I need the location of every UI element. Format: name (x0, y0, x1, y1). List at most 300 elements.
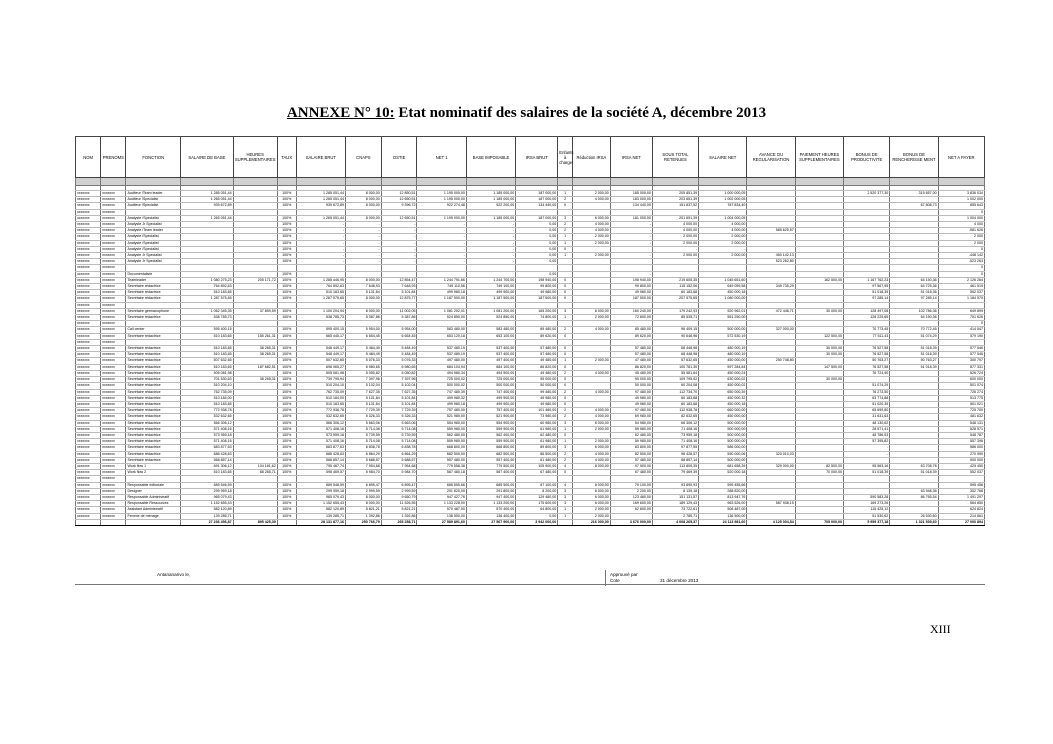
table-cell: 100% (277, 253, 296, 259)
table-cell: 8 000,00 (346, 296, 382, 302)
table-cell: Documentaliste (126, 271, 181, 277)
table-cell: - (296, 234, 345, 240)
table-cell: - (417, 253, 466, 259)
table-cell: 450 142,13 (747, 253, 795, 259)
table-cell: 510 183,65 (181, 401, 234, 407)
table-cell: 5 101,84 (346, 401, 382, 407)
table-cell: 28 571,41 (844, 426, 890, 432)
table-cell: 60 183,68 (652, 401, 698, 407)
table-cell: xxxxxxx (101, 333, 126, 339)
table-cell: 1 000 000,05 (699, 191, 747, 197)
table-cell: 595 455,66 (699, 482, 747, 488)
table-cell: 414 547 (938, 327, 984, 333)
table-cell: 685 555,66 (417, 482, 466, 488)
total-cell: 28 131 877,16 (296, 519, 345, 525)
table-cell: 86 500,00 (516, 451, 558, 457)
table-cell: 507 632,65 (181, 358, 234, 364)
table-cell: 779 558,38 (417, 463, 466, 469)
table-cell: Analyste /Specialist (126, 246, 181, 252)
table-cell: 1 (558, 358, 573, 364)
total-cell (558, 519, 573, 525)
table-cell: 4 000,00 (572, 327, 610, 333)
table-cell: 100% (277, 277, 296, 283)
table-cell: xxxxxxx (101, 370, 126, 376)
table-cell: 8 200,00 (516, 488, 558, 494)
separator-cell (346, 178, 382, 186)
table-cell: xxxxxxx (101, 507, 126, 513)
table-cell: 7 397,96 (381, 377, 417, 383)
table-cell: xxxxxxx (76, 191, 101, 197)
table-cell: 82 632,65 (652, 414, 698, 420)
table-cell: xxxxxxx (101, 327, 126, 333)
table-cell: - (417, 246, 466, 252)
table-cell: 7 648,93 (346, 284, 382, 290)
table-cell: 772 938,78 (181, 408, 234, 414)
table-cell: 100% (277, 346, 296, 352)
table-cell: 100% (277, 414, 296, 420)
table-cell: xxxxxxx (76, 414, 101, 420)
table-cell: 60 980,00 (516, 420, 558, 426)
table-cell: 2 000,00 (572, 507, 610, 513)
table-cell: 1 265 051,44 (181, 197, 234, 203)
table-cell: 2 000,00 (699, 253, 747, 259)
table-cell: 5 714,08 (381, 439, 417, 445)
table-cell: xxxxxxx (76, 501, 101, 507)
table-cell: - (417, 240, 466, 246)
table-cell: 5 101,84 (381, 395, 417, 401)
table-cell: 521 980,00 (417, 414, 466, 420)
table-cell: - (699, 246, 747, 252)
table-cell: 162 500,00 (795, 277, 843, 283)
table-cell: Auditeur /Specialist (126, 203, 181, 209)
table-cell: 100% (277, 507, 296, 513)
table-cell: 49 980,00 (516, 401, 558, 407)
table-cell: 689 546,59 (296, 482, 345, 488)
table-cell: 179 242,93 (652, 308, 698, 314)
table-cell: Secrétaire rédactrice (126, 395, 181, 401)
table-cell: 450 000,24 (699, 370, 747, 376)
table-cell: 649 059,58 (699, 284, 747, 290)
table-cell: 4 000,00 (572, 451, 610, 457)
table-cell: 587 938,15 (747, 501, 795, 507)
table-cell: 51 018,36 (890, 290, 938, 296)
table-cell: 2 000,00 (652, 234, 698, 240)
table-cell: 572 530,19 (699, 333, 747, 339)
table-cell: 494 900,00 (466, 370, 515, 376)
table-cell: 100% (277, 197, 296, 203)
table-cell: 155 261,31 (233, 333, 277, 339)
table-cell: 725 000,00 (466, 377, 515, 383)
table-cell: 175 600,00 (516, 501, 558, 507)
table-cell: 7 627,35 (381, 389, 417, 395)
table-cell: 947 400,00 (466, 494, 515, 500)
table-cell: 95 000,00 (610, 377, 652, 383)
total-cell: 1 321 539,60 (890, 519, 938, 525)
table-cell: 76 273,50 (844, 389, 890, 395)
table-cell: 57 480,00 (610, 457, 652, 463)
table-cell: 134 440,00 (610, 203, 652, 209)
table-cell: 571 408,16 (296, 426, 345, 432)
table-cell: 74 800,00 (516, 315, 558, 321)
table-cell: 532 632,65 (181, 414, 234, 420)
table-cell: 327 000,00 (747, 327, 795, 333)
table-cell: 250 748,80 (747, 358, 795, 364)
table-cell: xxxxxxx (101, 364, 126, 370)
table-cell: 4 000,00 (572, 414, 610, 420)
table-cell: 480 000,19 (699, 352, 747, 358)
table-cell: 2 000,00 (652, 240, 698, 246)
table-cell: 270 990 (938, 451, 984, 457)
table-cell: 2 520 377,30 (844, 191, 890, 197)
table-cell: xxxxxxx (76, 432, 101, 438)
table-cell: 557 396 (938, 439, 984, 445)
page-number: XIII (930, 622, 951, 636)
table-cell: xxxxxxx (76, 463, 101, 469)
table-cell: 939 672,89 (296, 203, 345, 209)
table-cell: 8 000,00 (346, 494, 382, 500)
table-cell: 762 735,09 (296, 389, 345, 395)
table-cell: 2 (558, 414, 573, 420)
table-cell: - (381, 228, 417, 234)
table-cell: 583 480,00 (466, 327, 515, 333)
table-cell: 772 938,78 (296, 408, 345, 414)
table-cell: - (296, 222, 345, 228)
footer-cote: Cote (610, 578, 620, 583)
table-cell: xxxxxxx (76, 333, 101, 339)
table-cell: 99 800,00 (610, 284, 652, 290)
table-cell: 102 786,36 (890, 308, 938, 314)
table-cell: 5 739,59 (381, 432, 417, 438)
table-cell: 1 002 000 (938, 197, 984, 203)
table-cell: Secrétaire rédactrice (126, 377, 181, 383)
table-cell: 100% (277, 358, 296, 364)
table-cell: 2 000,00 (572, 240, 610, 246)
table-cell: 554 900,00 (466, 420, 515, 426)
table-cell: xxxxxxx (101, 488, 126, 494)
table-cell: 51 018,39 (890, 346, 938, 352)
table-cell: 510 204,10 (296, 383, 345, 389)
table-cell: - (610, 228, 652, 234)
table-cell: 181 000,00 (610, 215, 652, 221)
table-cell: 147 500,00 (795, 364, 843, 370)
table-cell: 51 018,39 (890, 470, 938, 476)
separator-cell (296, 178, 345, 186)
table-cell: 62 480,00 (610, 432, 652, 438)
table-cell: 1 184 570 (938, 296, 984, 302)
table-cell: 757 400,00 (466, 408, 515, 414)
table-cell: xxxxxxx (76, 358, 101, 364)
table-cell: 100% (277, 222, 296, 228)
table-cell: 100% (277, 482, 296, 488)
table-cell: 5 821,21 (346, 507, 382, 513)
total-cell: 3 942 000,00 (516, 519, 558, 525)
table-cell: 500 000,02 (417, 383, 466, 389)
separator-cell (277, 178, 296, 186)
table-cell: 100% (277, 228, 296, 234)
table-cell: 450 000,18 (699, 290, 747, 296)
table-cell: 8 139,18 (652, 488, 698, 494)
table-cell: 59 980,00 (610, 439, 652, 445)
table-cell: 1 (558, 315, 573, 321)
table-cell: 686 428,63 (181, 451, 234, 457)
table-cell: 5 714,08 (346, 426, 382, 432)
table-cell: 660 000,00 (699, 408, 747, 414)
table-cell: 299 959,18 (181, 488, 234, 494)
total-cell: 4 008 265,37 (652, 519, 698, 525)
table-cell: 562 480,00 (417, 432, 466, 438)
table-cell: 747 480,39 (417, 389, 466, 395)
table-cell: - (844, 451, 890, 457)
table-cell: 57 480,00 (516, 346, 558, 352)
table-cell: 571 408,16 (181, 426, 234, 432)
table-cell: 1 195 000,00 (417, 191, 466, 197)
table-cell: 965 079,43 (296, 494, 345, 500)
table-cell: 291 820,00 (417, 488, 466, 494)
separator-cell (101, 178, 126, 186)
table-cell: 0,00 (516, 259, 558, 265)
table-cell: 450 000,18 (699, 401, 747, 407)
table-cell: 8 000,00 (346, 203, 382, 209)
table-cell: 115 425,12 (844, 507, 890, 513)
table-cell: 757 480,00 (417, 408, 466, 414)
table-cell: xxxxxxx (101, 420, 126, 426)
table-cell: 73 980,00 (516, 414, 558, 420)
table-cell: 51 018,39 (890, 352, 938, 358)
table-cell: xxxxxxx (76, 253, 101, 259)
table-cell: 1 491 297 (938, 494, 984, 500)
table-cell: 5 663,06 (381, 420, 417, 426)
table-cell: 501 074 (938, 383, 984, 389)
table-cell: 5 984,70 (346, 470, 382, 476)
table-cell: Secrétaire rédactrice (126, 401, 181, 407)
table-cell: 100% (277, 234, 296, 240)
table-cell: 57 480,00 (516, 352, 558, 358)
table-cell: 6 000,00 (572, 494, 610, 500)
table-cell: xxxxxxx (76, 395, 101, 401)
table-cell: xxxxxxx (76, 352, 101, 358)
table-cell: 207 575,65 (652, 296, 698, 302)
table-cell: 0,00 (516, 234, 558, 240)
table-cell: 76 527,58 (844, 346, 890, 352)
table-cell: 85 535,71 (652, 315, 698, 321)
table-cell: xxxxxxx (101, 426, 126, 432)
table-cell: 8 000,00 (346, 191, 382, 197)
table-cell: 87 100,00 (516, 482, 558, 488)
table-cell: 683 877,63 (181, 445, 234, 451)
table-cell: 3 (558, 308, 573, 314)
table-cell: 1 167 762,23 (844, 277, 890, 283)
table-cell: 63 948,36 (890, 488, 938, 494)
table-cell: xxxxxxx (101, 191, 126, 197)
table-cell: 8 000,00 (346, 197, 382, 203)
table-cell: 4 000,00 (652, 222, 698, 228)
column-header: HEURES SUPPLEMENTAIRES (233, 137, 277, 178)
table-cell: 5 688,57 (346, 457, 382, 463)
table-cell: 665 445,17 (296, 333, 345, 339)
total-cell: 27 000 894 (938, 519, 984, 525)
table-header (76, 137, 985, 178)
table-cell: xxxxxxx (76, 346, 101, 352)
table-cell: 689 546,59 (181, 482, 234, 488)
table-cell: 165 200,00 (516, 308, 558, 314)
table-cell: 595 400,15 (296, 327, 345, 333)
table-cell: 501 021 (938, 401, 984, 407)
table-cell: 548 787 (938, 432, 984, 438)
table-cell: 61 980,00 (516, 426, 558, 432)
page-title (0, 105, 1053, 122)
column-header: SOUS TOTAL RETENUES (652, 137, 698, 178)
table-cell: 5 101,84 (346, 395, 382, 401)
table-cell: 7 397,96 (346, 377, 382, 383)
table-cell: 481 632 (938, 414, 984, 420)
table-cell: 1 152 655,43 (181, 501, 234, 507)
column-header: BONUS DE PRODUCTIVITE (844, 137, 890, 178)
table-cell: 6 000,00 (572, 445, 610, 451)
separator-cell (558, 178, 573, 186)
separator-cell (233, 178, 277, 186)
table-cell: 5 739,59 (346, 432, 382, 438)
table-cell: Analyste /Specialist (126, 234, 181, 240)
table-cell: 71 408,16 (652, 426, 698, 432)
table-cell: 51 074,29 (844, 383, 890, 389)
table-cell: 5 484,49 (346, 352, 382, 358)
table-cell: 1 (558, 507, 573, 513)
table-cell: 6 864,29 (381, 451, 417, 457)
table-cell: xxxxxxx (76, 339, 101, 345)
table-cell: 571 408,16 (181, 439, 234, 445)
separator-cell (126, 178, 181, 186)
table-cell: 2 000,00 (572, 439, 610, 445)
table-cell: - (381, 259, 417, 265)
table-cell: xxxxxxx (76, 308, 101, 314)
separator-row (76, 178, 985, 186)
table-cell: xxxxxxx (76, 302, 101, 308)
table-cell: xxxxxxx (76, 457, 101, 463)
table-cell: 7 954,68 (346, 463, 382, 469)
separator-cell (572, 178, 610, 186)
table-cell: xxxxxxx (76, 290, 101, 296)
total-cell: 265 258,71 (381, 519, 417, 525)
separator-cell (938, 178, 984, 186)
table-cell: 571 408,16 (296, 439, 345, 445)
table-cell: 139 285,71 (296, 513, 345, 519)
table-cell: 764 892,63 (296, 284, 345, 290)
table-cell: xxxxxxx (101, 228, 126, 234)
table-cell: 1 287 575,65 (296, 296, 345, 302)
table-cell: 3 (558, 488, 573, 494)
table-cell: 26 530,60 (890, 513, 938, 519)
table-cell: Secrétaire rédactrice (126, 420, 181, 426)
table-cell: 0 (558, 203, 573, 209)
table-cell: - (381, 222, 417, 228)
table-cell: 4 000,00 (699, 228, 747, 234)
table-cell: 97 567,95 (844, 284, 890, 290)
table-cell: 100% (277, 333, 296, 339)
table-cell: 291 800,00 (466, 488, 515, 494)
table-cell: 500 000,00 (466, 383, 515, 389)
table-cell: 100% (277, 296, 296, 302)
table-cell: 5 101,84 (346, 290, 382, 296)
table-cell: 136 500,00 (417, 513, 466, 519)
table-cell: Secrétaire rédactrice (126, 432, 181, 438)
table-cell: 0 (938, 265, 984, 271)
table-cell: 8 000,00 (572, 463, 610, 469)
table-cell: 67 808,73 (890, 203, 938, 209)
table-cell: 568 857,14 (296, 457, 345, 463)
table-cell: 122 500,00 (795, 333, 843, 339)
table-cell: xxxxxxx (76, 197, 101, 203)
table-cell: 63 708,78 (890, 463, 938, 469)
salary-table-container (75, 136, 985, 526)
salary-table (75, 136, 985, 526)
table-cell: 68 448,98 (652, 346, 698, 352)
table-cell: 100% (277, 259, 296, 265)
table-cell: 548 449,17 (296, 352, 345, 358)
table-body (76, 178, 985, 526)
table-cell: 49 480,00 (516, 370, 558, 376)
table-cell: Secrétaire rédactrice (126, 296, 181, 302)
table-cell: 554 980,00 (417, 420, 466, 426)
table-cell: 100% (277, 389, 296, 395)
table-cell: xxxxxxx (101, 513, 126, 519)
table-cell: 508 487,00 (699, 507, 747, 513)
table-cell: xxxxxxx (76, 451, 101, 457)
table-cell: 54 980,00 (610, 420, 652, 426)
table-cell: 2 999,59 (346, 488, 382, 494)
column-header: SALAIRE BRUT (296, 137, 345, 178)
table-cell: xxxxxxx (76, 271, 101, 277)
table-cell: xxxxxxx (101, 290, 126, 296)
table-cell: xxxxxxx (101, 234, 126, 240)
table-cell: 6 838,78 (381, 445, 417, 451)
table-cell: 566 306,12 (181, 420, 234, 426)
table-cell: 1 265 051,44 (296, 197, 345, 203)
table-cell: xxxxxxx (101, 284, 126, 290)
table-cell: 585 625,57 (747, 228, 795, 234)
table-cell: 55 581,64 (652, 370, 698, 376)
table-cell: 86 820,00 (516, 364, 558, 370)
table-cell: xxxxxxx (76, 507, 101, 513)
table-cell: 538 785,73 (296, 315, 345, 321)
table-cell: xxxxxxx (76, 439, 101, 445)
table-cell: 2 200,00 (610, 488, 652, 494)
table-cell: 100% (277, 395, 296, 401)
table-cell: xxxxxxx (101, 389, 126, 395)
table-cell: xxxxxxx (76, 240, 101, 246)
table-cell: 1 187 500,00 (417, 296, 466, 302)
table-cell: 6 980,65 (381, 364, 417, 370)
total-cell: 3 676 000,00 (610, 519, 652, 525)
table-cell: Analyste Jr Specialist (126, 259, 181, 265)
table-cell: 37 859,59 (233, 308, 277, 314)
table-cell: 653 120,18 (417, 333, 466, 339)
table-cell: 288 820,00 (699, 488, 747, 494)
table-cell: 500 000,00 (699, 420, 747, 426)
table-cell: 88 265,71 (233, 470, 277, 476)
table-cell: 3 (558, 501, 573, 507)
table-cell: 69 980,00 (610, 414, 652, 420)
table-cell: 564 850 (938, 501, 984, 507)
table-cell: 100% (277, 457, 296, 463)
table-cell: 64 800,00 (516, 507, 558, 513)
table-cell: xxxxxxx (101, 482, 126, 488)
table-cell: 49 980,00 (516, 395, 558, 401)
table-cell: 877 331 (938, 364, 984, 370)
table-cell: 115 152,06 (652, 284, 698, 290)
table-cell: xxxxxxx (101, 209, 126, 215)
table-cell: 67 480,00 (610, 470, 652, 476)
table-cell: 5 326,33 (381, 414, 417, 420)
